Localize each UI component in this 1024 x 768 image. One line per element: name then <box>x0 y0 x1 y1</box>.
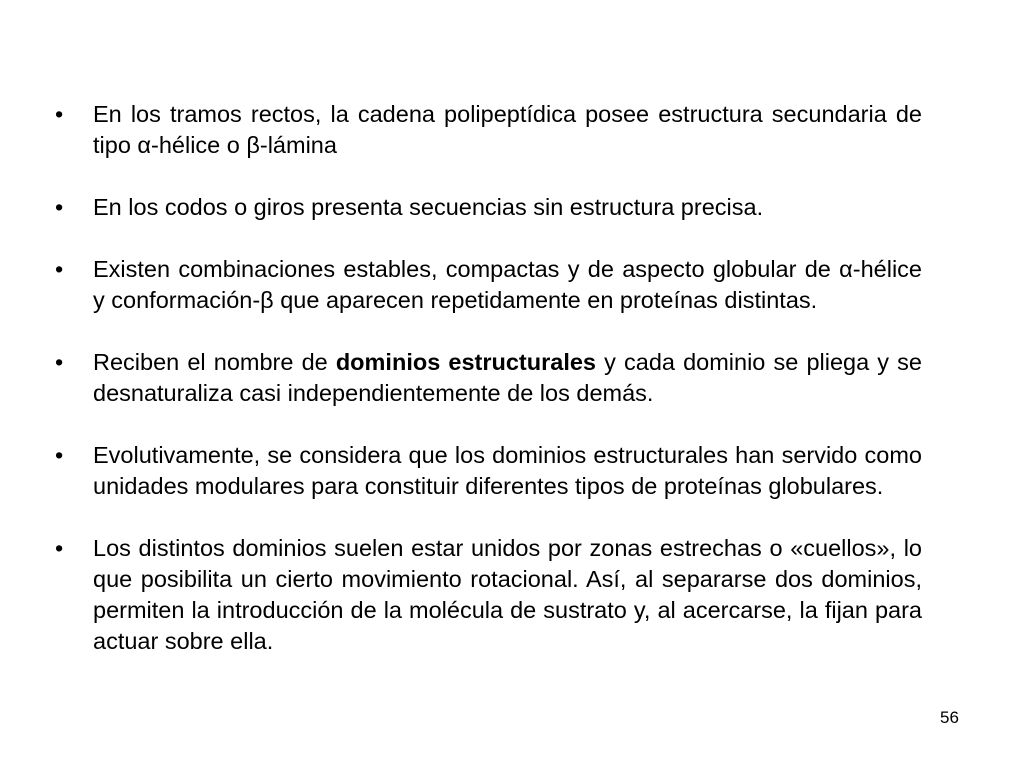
bullet-dot-icon: • <box>55 442 64 468</box>
bullet-text: En los tramos rectos, la cadena polipeptídica posee estructura secundaria de tipo α-hélice o β-lámina <box>93 101 922 158</box>
bullet-text-emphasis: dominios estructurales <box>335 349 596 375</box>
bullet-item <box>55 347 922 409</box>
bullet-item <box>55 192 922 223</box>
bullet-text: En los codos o giros presenta secuencias sin estructura precisa. <box>93 194 764 220</box>
bullet-item <box>55 440 922 502</box>
bullet-dot-icon: • <box>55 256 64 282</box>
bullet-dot-icon: • <box>55 535 64 561</box>
bullet-item <box>55 99 922 161</box>
bullet-text: Los distintos dominios suelen estar unidos por zonas estrechas o «cuellos», lo que posibilita un cierto movimiento rotacional. Así, al separarse dos dominios, permiten la introducción de la molécula de sustrato y, al acercarse, la fijan para actuar sobre ella. <box>93 535 922 654</box>
bullet-dot-icon: • <box>55 349 64 375</box>
bullet-text-after: y cada dominio se pliega y se desnaturaliza casi independientemente de los demás. <box>93 349 922 406</box>
page-number: 56 <box>940 708 959 727</box>
bullet-dot-icon: • <box>55 194 64 220</box>
bullet-item <box>55 533 922 657</box>
bullet-item <box>55 254 922 316</box>
bullet-list <box>55 99 922 657</box>
bullet-text-before: Reciben el nombre de <box>93 349 336 375</box>
bullet-dot-icon: • <box>55 101 64 127</box>
bullet-text: Evolutivamente, se considera que los dominios estructurales han servido como unidades modulares para constituir diferentes tipos de proteínas globulares. <box>93 442 922 499</box>
bullet-text: Existen combinaciones estables, compactas y de aspecto globular de α-hélice y conformación-β que aparecen repetidamente en proteínas distintas. <box>93 256 922 313</box>
